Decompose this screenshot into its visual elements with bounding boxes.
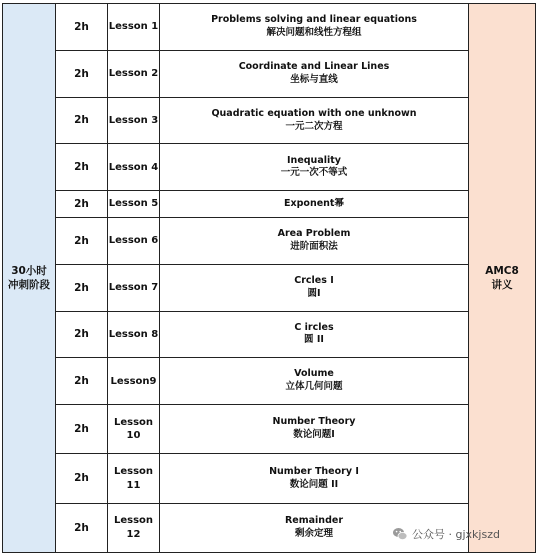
lesson-cell: Lesson 11 xyxy=(108,454,160,503)
course-schedule-table xyxy=(2,3,536,553)
lesson-cell: Lesson 3 xyxy=(108,97,160,144)
hours-cell: 2h xyxy=(56,311,108,358)
table-row xyxy=(3,4,536,51)
lesson-cell: Lesson 12 xyxy=(108,503,160,552)
table-row xyxy=(3,264,536,311)
table-row xyxy=(3,311,536,358)
table-row xyxy=(3,144,536,191)
topic-cell xyxy=(160,144,469,191)
lesson-cell: Lesson 2 xyxy=(108,50,160,97)
hours-cell: 2h xyxy=(56,358,108,405)
table-row xyxy=(3,97,536,144)
stage-cell xyxy=(3,4,56,553)
lesson-cell: Lesson 4 xyxy=(108,144,160,191)
table-row xyxy=(3,454,536,503)
topic-chinese: 立体几何问题 xyxy=(285,381,343,393)
topic-english: C ircles xyxy=(294,321,334,333)
lesson-cell: Lesson 1 xyxy=(108,4,160,51)
topic-chinese: 圆 II xyxy=(304,334,324,346)
topic-chinese: 解决问题和线性方程组 xyxy=(266,26,362,38)
lesson-cell: Lesson 10 xyxy=(108,405,160,454)
table-row xyxy=(3,358,536,405)
hours-cell: 2h xyxy=(56,454,108,503)
hours-cell: 2h xyxy=(56,50,108,97)
wechat-icon xyxy=(392,526,408,542)
topic-cell xyxy=(160,50,469,97)
topic-cell xyxy=(160,311,469,358)
topic-cell xyxy=(160,4,469,51)
topic-chinese: 数论问题 II xyxy=(289,478,339,490)
topic-english: Exponent幂 xyxy=(284,197,344,209)
hours-cell: 2h xyxy=(56,144,108,191)
schedule-body xyxy=(3,4,536,553)
topic-english: Volume xyxy=(294,368,334,380)
hours-cell: 2h xyxy=(56,264,108,311)
topic-chinese: 剩余定理 xyxy=(294,527,333,539)
table-row xyxy=(3,50,536,97)
table-row xyxy=(3,191,536,218)
hours-cell: 2h xyxy=(56,4,108,51)
lesson-cell: Lesson 7 xyxy=(108,264,160,311)
topic-english: Inequality xyxy=(287,154,341,166)
topic-cell xyxy=(160,97,469,144)
material-label-line2: 讲义 xyxy=(491,279,513,291)
stage-label-line1: 30小时 xyxy=(11,264,47,277)
hours-cell: 2h xyxy=(56,97,108,144)
stage-label-line2: 冲刺阶段 xyxy=(8,279,50,291)
topic-english: Remainder xyxy=(284,515,344,526)
topic-english: Area Problem xyxy=(277,228,351,240)
topic-cell xyxy=(160,454,469,503)
hours-cell: 2h xyxy=(56,217,108,264)
topic-chinese: 进阶面积法 xyxy=(290,240,338,252)
lesson-cell: Lesson9 xyxy=(108,358,160,405)
material-cell xyxy=(469,4,536,553)
table-row xyxy=(3,405,536,454)
topic-cell xyxy=(160,264,469,311)
topic-english: Problems solving and linear equations xyxy=(211,14,417,26)
topic-chinese: 圆I xyxy=(307,287,321,299)
topic-cell xyxy=(160,405,469,454)
lesson-cell: Lesson 5 xyxy=(108,191,160,218)
table-row xyxy=(3,217,536,264)
topic-cell xyxy=(160,358,469,405)
topic-chinese: 一元一次不等式 xyxy=(280,167,348,179)
topic-chinese: 数论问题I xyxy=(293,429,335,441)
topic-english: Number Theory xyxy=(272,416,356,428)
topic-english: Crcles I xyxy=(294,274,334,286)
hours-cell: 2h xyxy=(56,405,108,454)
topic-english: Coordinate and Linear Lines xyxy=(238,60,390,72)
topic-english: Quadratic equation with one unknown xyxy=(211,107,417,119)
topic-english: Number Theory I xyxy=(269,465,359,477)
hours-cell: 2h xyxy=(56,191,108,218)
lesson-cell: Lesson 8 xyxy=(108,311,160,358)
topic-chinese: 一元二次方程 xyxy=(285,120,343,132)
lesson-cell: Lesson 6 xyxy=(108,217,160,264)
hours-cell: 2h xyxy=(56,503,108,552)
topic-chinese: 坐标与直线 xyxy=(290,73,338,85)
topic-cell xyxy=(160,217,469,264)
watermark xyxy=(392,524,500,544)
watermark-text: 公众号 · gjxkjszd xyxy=(412,528,500,541)
material-label-line1: AMC8 xyxy=(485,264,519,277)
topic-cell xyxy=(160,191,469,218)
